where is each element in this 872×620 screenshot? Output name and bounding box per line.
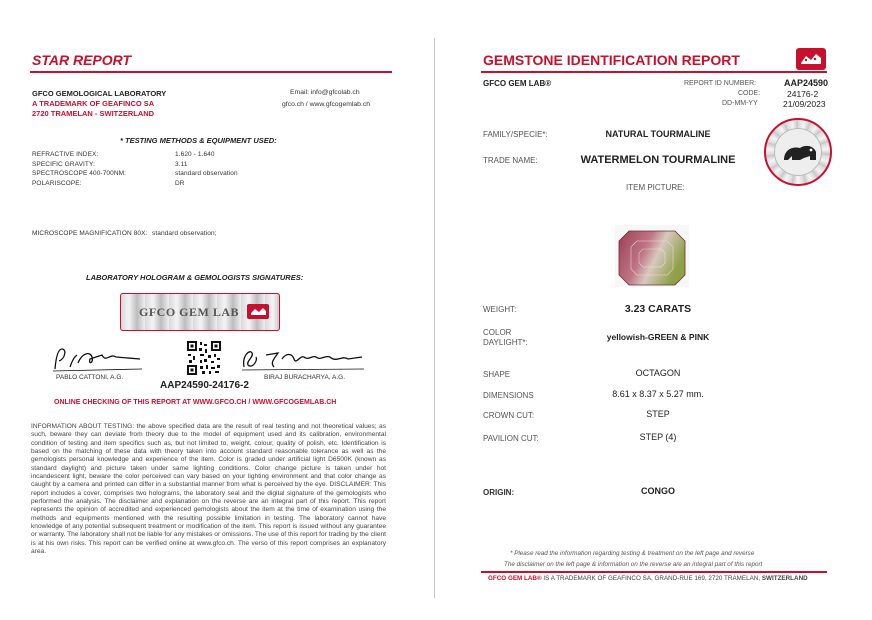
footer-country: SWITZERLAND: [761, 575, 808, 582]
lab-address: 2720 TRAMELAN - SWITZERLAND: [32, 109, 155, 118]
method-row: [32, 170, 332, 180]
page-divider: [434, 38, 435, 598]
disclaimer-text: INFORMATION ABOUT TESTING: the above specified data are the result of real testing and not theoretical values; as such, beware they can deviate from theory due to the model of equipment used and its calibration, environmental condition of testing and item specifics such as, but not limited to, weight, colour, quality of polish, etc. Identification is based on the matching of these data with theory taken into account standard reasonable tolerance as well as the gemologists personal knowledge and experience of the item. Color is graded under artificial light D6500K (known as standard daylight) and picture taken under same lighting conditions. Color change picture is taken under hot incandescent light, beware the color perceived can vary based on your lighting environment and that color change as caught by a camera and printed can differ in a substantial manner from what is perceived by the eye. DISCLAIMER: This report includes a cover, comprises two holograms, the laboratory seal and the digital signature of the gemologists who performed the analysis. The disclaimer and explanation on the reverse are an integral part of this report. This report represents the opinion of accredited and experienced gemologists about the item at the time of examination using the methods and equipments mentioned with the resulting possible limitation in testing. The laboratory cannot have knowledge of any potential subsequent treatment or modification of the item. This report is issued without any guarantee or warranty. The laboratory shall not be liable for any mistakes or omissions. The use of this report for trading by the client is at his own risks. This report can be verified online at www.gfco.ch. The verso of this report comprises an explanatory area.: [31, 423, 386, 556]
seal-animal-icon: [780, 140, 820, 166]
trade-name-value: WATERMELON TOURMALINE: [580, 154, 736, 166]
date-label: DD-MM-YY: [722, 100, 758, 107]
hologram-text: GFCO GEM LAB: [139, 305, 240, 319]
footer-rule: [481, 571, 827, 573]
color-label: COLOR: [483, 328, 512, 337]
signature-1: [50, 343, 145, 378]
signer-2-name: BIRAJ BURACHARYA, A.G.: [264, 374, 346, 381]
method-value: DR: [175, 179, 185, 187]
qr-code: [186, 340, 222, 381]
report-code: AAP24590-24176-2: [160, 380, 249, 391]
lab-email: Email: info@gfcolab.ch: [290, 89, 360, 96]
method-label: SPECIFIC GRAVITY:: [32, 160, 95, 168]
right-lab-name: GFCO GEM LAB®: [483, 79, 552, 88]
lab-websites: gfco.ch / www.gfcogemlab.ch: [282, 101, 371, 108]
item-picture-label: ITEM PICTURE:: [626, 183, 685, 192]
method-label: SPECTROSCOPE 400-700NM:: [32, 170, 127, 177]
weight-label: WEIGHT:: [483, 305, 517, 314]
footnote-2: The disclaimer on the left page & information on the reverse are an integral part of this report: [504, 561, 763, 568]
family-label: FAMILY/SPECIE*:: [483, 130, 548, 139]
origin-label: ORIGIN:: [483, 488, 515, 497]
method-row: [32, 180, 332, 190]
hologram: [120, 293, 280, 331]
origin-value: CONGO: [640, 486, 675, 496]
report-id-value: AAP24590: [784, 78, 829, 88]
method-value: 1.620 - 1.640: [175, 151, 215, 158]
dimensions-value: 8.61 x 8.37 x 5.27 mm.: [612, 389, 704, 399]
color-value: yellowish-GREEN & PINK: [606, 332, 710, 342]
right-logo-badge: [796, 48, 826, 70]
gemstone-picture: [615, 225, 689, 292]
method-value: standard observation: [175, 170, 238, 177]
online-check-link[interactable]: ONLINE CHECKING OF THIS REPORT AT WWW.GFCO.CH / WWW.GFCOGEMLAB.CH: [54, 399, 337, 406]
date-value: 21/09/2023: [783, 99, 826, 109]
microscope-value: standard observation;: [152, 230, 217, 237]
laboratory-seal: [764, 118, 832, 186]
methods-list: [32, 151, 332, 189]
footer-brand: GFCO GEM LAB®: [488, 575, 542, 582]
shape-value: OCTAGON: [635, 368, 681, 378]
right-title-rule: [481, 71, 827, 73]
footnote-1: * Please read the information regarding testing & treatment on the left page and reverse: [510, 550, 755, 557]
footer-text: IS A TRADEMARK OF GEAFINCO SA, GRAND-RUE 169, 2720 TRAMELAN,: [541, 575, 762, 582]
method-label: POLARISCOPE:: [32, 179, 82, 187]
pavilion-cut-label: PAVILION CUT:: [483, 434, 539, 443]
shape-label: SHAPE: [483, 370, 511, 379]
code-value: 24176-2: [787, 89, 819, 99]
method-row: [32, 151, 332, 161]
method-label: REFRACTIVE INDEX:: [32, 151, 99, 158]
crown-cut-value: STEP: [646, 409, 670, 419]
method-row: [32, 161, 332, 171]
lab-name: GFCO GEMOLOGICAL LABORATORY: [32, 89, 167, 98]
pavilion-cut-value: STEP (4): [639, 432, 677, 442]
signer-1-name: PABLO CATTONI, A.G.: [56, 374, 124, 381]
right-title: GEMSTONE IDENTIFICATION REPORT: [483, 52, 740, 68]
color-daylight-label: DAYLIGHT*:: [483, 338, 528, 347]
microscope-label: MICROSCOPE MAGNIFICATION 80X:: [32, 230, 148, 237]
method-value: 3.11: [175, 160, 188, 168]
code-label: CODE:: [738, 90, 761, 97]
report-id-label: REPORT ID NUMBER:: [684, 80, 757, 87]
signature-2: [238, 343, 368, 378]
weight-value: 3.23 CARATS: [624, 303, 692, 315]
hologram-heading: LABORATORY HOLOGRAM & GEMOLOGISTS SIGNATURES:: [86, 273, 304, 282]
family-value: NATURAL TOURMALINE: [605, 129, 711, 139]
trade-name-label: TRADE NAME:: [483, 156, 538, 165]
left-title: STAR REPORT: [32, 52, 132, 68]
hologram-logo: [247, 304, 269, 319]
footer-line: [488, 575, 808, 582]
left-title-rule: [30, 71, 392, 73]
methods-heading: * TESTING METHODS & EQUIPMENT USED:: [120, 136, 277, 145]
lab-trademark: A TRADEMARK OF GEAFINCO SA: [32, 99, 155, 108]
crown-cut-label: CROWN CUT:: [483, 411, 535, 420]
dimensions-label: DIMENSIONS: [483, 391, 534, 400]
